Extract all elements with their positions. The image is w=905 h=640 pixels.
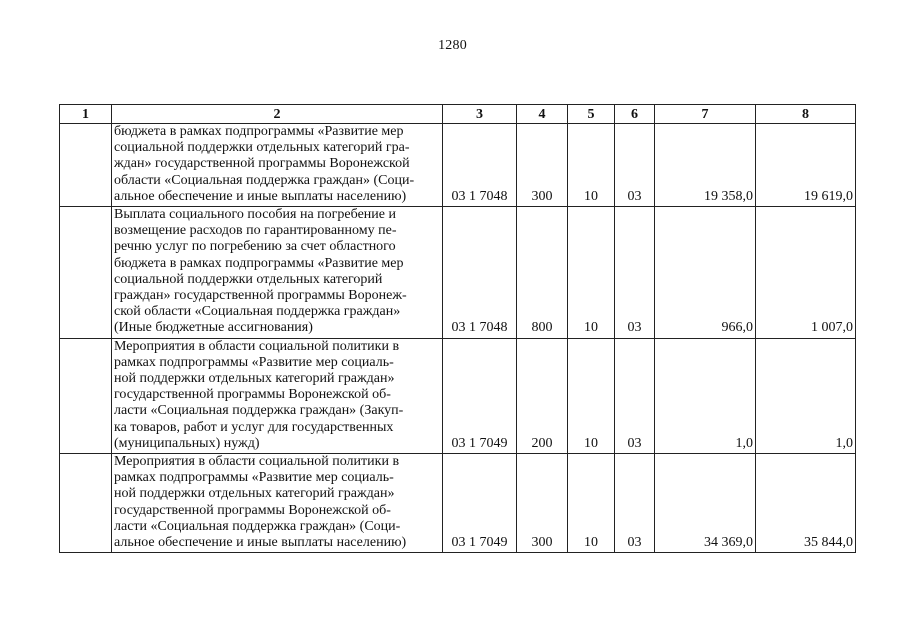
target-code-cell: 03 1 7048 xyxy=(443,124,517,207)
header-col-3: 3 xyxy=(443,105,517,124)
amount-col8-cell: 35 844,0 xyxy=(756,454,856,553)
description-line: рамках подпрограммы «Развитие мер социаль- xyxy=(114,470,394,486)
section-cell: 10 xyxy=(568,124,615,207)
description-line: речню услуг по погребению за счет областного xyxy=(114,239,396,255)
header-col-8: 8 xyxy=(756,105,856,124)
expense-type-cell: 800 xyxy=(517,207,568,339)
table-row xyxy=(60,454,856,553)
row-number-cell xyxy=(60,207,112,339)
description-line: граждан» государственной программы Воронеж- xyxy=(114,288,407,304)
amount-col7-cell: 19 358,0 xyxy=(655,124,756,207)
section-cell: 10 xyxy=(568,454,615,553)
description-line: ласти «Социальная поддержка граждан» (Соци- xyxy=(114,518,401,534)
amount-col8-cell: 1,0 xyxy=(756,338,856,453)
description-line: социальной поддержки отдельных категорий гра- xyxy=(114,140,410,156)
description-line: ской области «Социальная поддержка граждан» xyxy=(114,304,401,320)
description-line: Мероприятия в области социальной политики в xyxy=(114,338,400,354)
description-line: бюджета в рамках подпрограммы «Развитие мер xyxy=(114,255,404,271)
amount-col7-cell: 1,0 xyxy=(655,338,756,453)
amount-col8-cell: 1 007,0 xyxy=(756,207,856,339)
header-col-1: 1 xyxy=(60,105,112,124)
description-line: Выплата социального пособия на погребение и xyxy=(114,207,396,223)
description-cell xyxy=(112,454,443,553)
description-line: бюджета в рамках подпрограммы «Развитие мер xyxy=(114,124,404,139)
amount-col7-cell: 966,0 xyxy=(655,207,756,339)
amount-col7-cell: 34 369,0 xyxy=(655,454,756,553)
section-cell: 10 xyxy=(568,207,615,339)
header-col-4: 4 xyxy=(517,105,568,124)
description-line: ка товаров, работ и услуг для государственных xyxy=(114,419,394,435)
section-cell: 10 xyxy=(568,338,615,453)
description-line: (муниципальных) нужд) xyxy=(114,435,260,451)
expense-type-cell: 300 xyxy=(517,124,568,207)
description-line: ласти «Социальная поддержка граждан» (Закуп- xyxy=(114,403,404,419)
amount-col8-cell: 19 619,0 xyxy=(756,124,856,207)
description-line: области «Социальная поддержка граждан» (Соци- xyxy=(114,172,415,188)
description-line: (Иные бюджетные ассигнования) xyxy=(114,320,313,336)
description-line: альное обеспечение и иные выплаты населению) xyxy=(114,535,407,551)
description-line: социальной поддержки отдельных категорий xyxy=(114,271,383,287)
description-line: государственной программы Воронежской об- xyxy=(114,502,391,518)
page-number: 1280 xyxy=(438,38,467,53)
subsection-cell: 03 xyxy=(615,124,655,207)
table-row xyxy=(60,124,856,207)
header-row xyxy=(60,105,856,124)
header-col-6: 6 xyxy=(615,105,655,124)
description-cell xyxy=(112,207,443,339)
description-cell xyxy=(112,124,443,207)
row-number-cell xyxy=(60,338,112,453)
table-row xyxy=(60,207,856,339)
subsection-cell: 03 xyxy=(615,454,655,553)
row-number-cell xyxy=(60,454,112,553)
target-code-cell: 03 1 7049 xyxy=(443,338,517,453)
subsection-cell: 03 xyxy=(615,207,655,339)
description-line: возмещение расходов по гарантированному пе- xyxy=(114,223,397,239)
expense-type-cell: 200 xyxy=(517,338,568,453)
description-cell xyxy=(112,338,443,453)
row-number-cell xyxy=(60,124,112,207)
target-code-cell: 03 1 7048 xyxy=(443,207,517,339)
description-line: альное обеспечение и иные выплаты населению) xyxy=(114,188,407,204)
subsection-cell: 03 xyxy=(615,338,655,453)
header-col-5: 5 xyxy=(568,105,615,124)
description-line: рамках подпрограммы «Развитие мер социаль- xyxy=(114,354,394,370)
description-line: ной поддержки отдельных категорий граждан» xyxy=(114,371,395,387)
header-col-2: 2 xyxy=(112,105,443,124)
description-line: государственной программы Воронежской об- xyxy=(114,387,391,403)
description-line: ждан» государственной программы Воронежской xyxy=(114,156,410,172)
budget-table xyxy=(59,104,856,553)
table-row xyxy=(60,338,856,453)
target-code-cell: 03 1 7049 xyxy=(443,454,517,553)
header-col-7: 7 xyxy=(655,105,756,124)
description-line: ной поддержки отдельных категорий граждан» xyxy=(114,486,395,502)
expense-type-cell: 300 xyxy=(517,454,568,553)
description-line: Мероприятия в области социальной политики в xyxy=(114,454,400,470)
